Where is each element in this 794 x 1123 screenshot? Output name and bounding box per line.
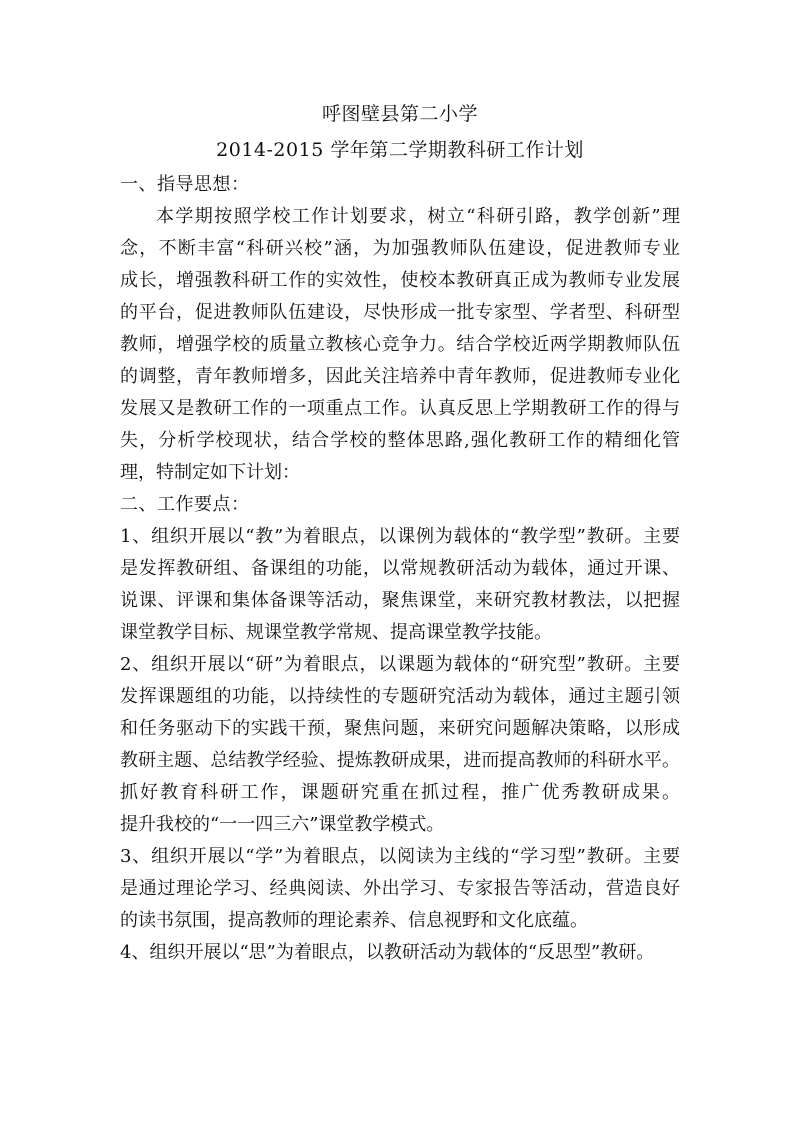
paragraph-line: 2、组织开展以“研”为着眼点，以课题为载体的“研究型”教研。主要 [120,654,680,675]
paragraph-line: 说课、评课和集体备课等活动，聚焦课堂，来研究教材教法，以把握 [120,590,680,611]
paragraph-line: 成长，增强教科研工作的实效性，使校本教研真正成为教师专业发展 [120,270,680,291]
paragraph-line: 失，分析学校现状，结合学校的整体思路,强化教研工作的精细化管 [120,430,680,451]
section2-heading: 二、工作要点： [120,494,250,515]
plan-title: 2014-2015 学年第二学期教科研工作计划 [216,139,584,161]
work-point-2 [120,649,680,841]
paragraph-line: 是发挥教研组、备课组的功能，以常规教研活动为载体，通过开课、 [120,558,680,579]
paragraph-line: 教研主题、总结教学经验、提炼教研成果，进而提高教师的科研水平。 [120,750,680,771]
paragraph-line: 3、组织开展以“学”为着眼点，以阅读为主线的“学习型”教研。主要 [120,846,680,867]
paragraph-line: 提升我校的“一一四三六”课堂教学模式。 [120,814,445,835]
paragraph-line: 的调整，青年教师增多，因此关注培养中青年教师，促进教师专业化 [120,366,680,387]
work-point-4 [120,937,680,969]
work-point-1 [120,521,680,649]
paragraph-line: 4、组织开展以“思”为着眼点，以教研活动为载体的“反思型”教研。 [120,942,655,963]
paragraph-line: 发挥课题组的功能，以持续性的专题研究活动为载体，通过主题引领 [120,686,680,707]
paragraph-line: 本学期按照学校工作计划要求，树立“科研引路，教学创新”理 [156,206,680,227]
paragraph-line: 和任务驱动下的实践干预，聚焦问题，来研究问题解决策略，以形成 [120,718,680,739]
paragraph-line: 教师，增强学校的质量立教核心竞争力。结合学校近两学期教师队伍 [120,334,680,355]
paragraph-line: 是通过理论学习、经典阅读、外出学习、专家报告等活动，营造良好 [120,878,680,899]
paragraph-line: 课堂教学目标、规课堂教学常规、提高课堂教学技能。 [120,622,552,643]
school-name: 呼图壁县第二小学 [321,103,478,125]
document-body [120,96,680,969]
paragraph-line: 念，不断丰富“科研兴校”涵，为加强教师队伍建设，促进教师专业 [120,238,680,259]
work-point-3 [120,841,680,937]
paragraph-line: 发展又是教研工作的一项重点工作。认真反思上学期教研工作的得与 [120,398,680,419]
section1-paragraph [120,201,680,489]
paragraph-line: 的读书氛围，提高教师的理论素养、信息视野和文化底蕴。 [120,910,588,931]
section1-heading: 一、指导思想： [120,174,250,195]
paragraph-line: 的平台，促进教师队伍建设，尽快形成一批专家型、学者型、科研型 [120,302,680,323]
paragraph-line: 1、组织开展以“教”为着眼点，以课例为载体的“教学型”教研。主要 [120,526,680,547]
paragraph-line: 理，特制定如下计划： [120,462,300,483]
paragraph-line: 抓好教育科研工作，课题研究重在抓过程，推广优秀教研成果。 [120,782,680,803]
